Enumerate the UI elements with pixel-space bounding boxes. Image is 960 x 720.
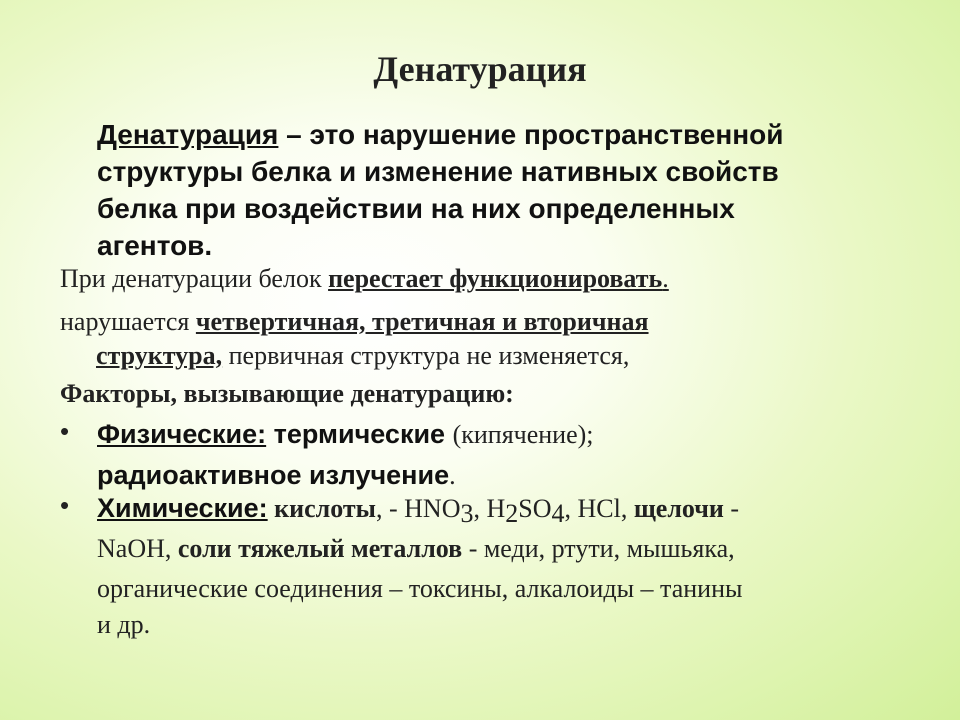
- definition-line-2: структуры белка и изменение нативных свойств: [97, 156, 779, 187]
- chemical-term: Химические:: [97, 493, 268, 523]
- physical-thermal: термические: [266, 419, 453, 449]
- chemical-line-3: органические соединения – токсины, алкалоиды – танины: [97, 574, 743, 603]
- function-loss-prefix: При денатурации белок: [60, 264, 329, 293]
- physical-period: .: [449, 461, 456, 490]
- chemical-line-4: и др.: [97, 610, 151, 639]
- chemical-line-1: [97, 490, 900, 531]
- definition-line-3: белка при воздействии на них определенных: [97, 193, 735, 224]
- chemical-so: SO: [518, 494, 552, 523]
- structure-paragraph: [60, 305, 900, 373]
- chemical-hcl: , HCl,: [564, 494, 634, 523]
- definition-line-4: агентов.: [97, 230, 213, 261]
- chemical-h2-sub: 2: [505, 499, 519, 528]
- physical-term: Физические:: [97, 419, 267, 449]
- physical-boiling: (кипячение);: [452, 420, 594, 449]
- function-loss-paragraph: [60, 262, 669, 296]
- bullet-dot: •: [60, 490, 70, 520]
- factors-heading: Факторы, вызывающие денатурацию:: [60, 379, 514, 408]
- chemical-acids: кислоты: [267, 494, 376, 523]
- chemical-so4-sub: 4: [551, 499, 565, 528]
- structure-suffix: первичная структура не изменяется,: [222, 341, 630, 370]
- physical-line-1: [97, 416, 900, 457]
- definition-term: Денатурация: [97, 119, 279, 150]
- definition-paragraph: [97, 116, 917, 264]
- bullet-dot: •: [60, 416, 70, 446]
- structure-prefix: нарушается: [60, 307, 196, 336]
- structure-line-2: [60, 339, 900, 373]
- bullet-physical-body: [97, 416, 900, 498]
- function-loss-emphasis: перестает функционировать: [328, 264, 663, 293]
- bullet-chemical: [60, 490, 900, 643]
- bullet-chemical-body: [97, 490, 900, 643]
- chemical-h: , H: [473, 494, 506, 523]
- physical-radiation: радиоактивное излучение: [97, 460, 450, 490]
- chemical-naoh: NaOH,: [97, 534, 178, 563]
- definition-line-1-rest: – это нарушение пространственной: [278, 119, 784, 150]
- structure-emphasis-1: четвертичная, третичная и вторичная: [195, 307, 649, 336]
- chemical-salts: соли тяжелый металлов: [177, 534, 463, 563]
- structure-line-1: [60, 305, 900, 339]
- chemical-metals: - меди, ртути, мышьяка,: [462, 534, 735, 563]
- structure-emphasis-2: структура,: [96, 341, 223, 370]
- chemical-alkali: щелочи: [633, 494, 724, 523]
- definition-line-1: [97, 116, 917, 153]
- function-loss-suffix: .: [662, 264, 669, 293]
- chemical-hno3-sub: 3: [460, 499, 474, 528]
- slide-title: Денатурация: [373, 49, 587, 89]
- chemical-line-2: [97, 531, 900, 571]
- chemical-hno: , - HNO: [375, 494, 461, 523]
- chemical-dash: -: [723, 494, 740, 523]
- bullet-physical: [60, 416, 900, 498]
